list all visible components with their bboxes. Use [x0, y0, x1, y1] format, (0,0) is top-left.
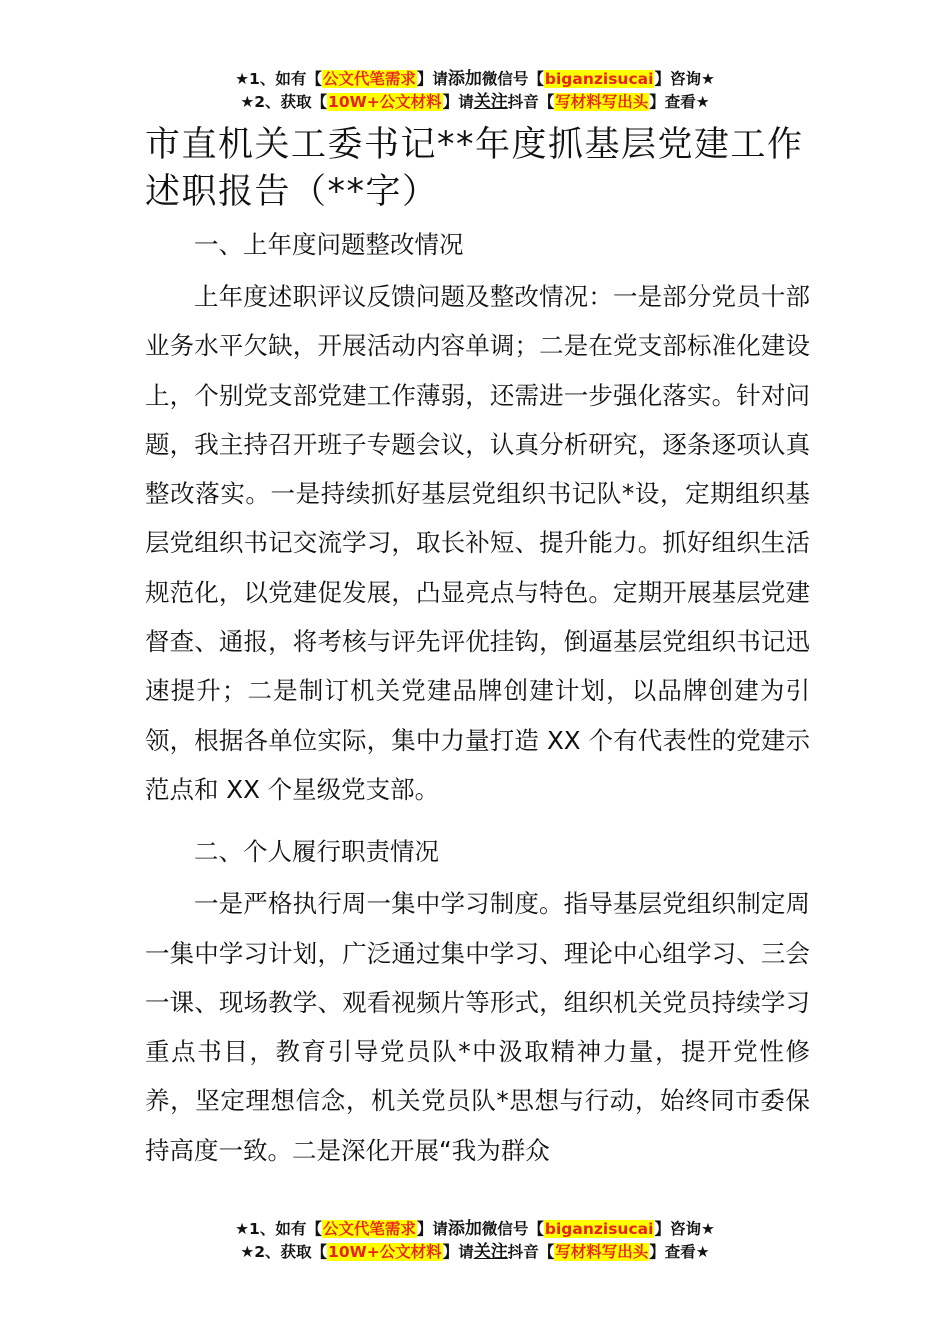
promo-text: 】咨询★	[654, 70, 715, 88]
promo-line-2	[0, 91, 950, 114]
promo-highlight: 公文代笔需求	[322, 70, 416, 88]
promo-highlight: 公文代笔需求	[322, 1220, 416, 1238]
promo-highlight-douyin: 写材料写出头	[555, 1243, 649, 1261]
promo-text: 】请	[442, 93, 474, 111]
promo-highlight: 10W+公文材料	[328, 1243, 442, 1261]
promo-emphasis: 添加	[447, 1219, 482, 1239]
promo-text: ★1、如有【	[235, 1220, 322, 1238]
promo-text: ★1、如有【	[235, 70, 322, 88]
promo-highlight-douyin: 写材料写出头	[555, 93, 649, 111]
promo-emphasis: 关注	[473, 1242, 508, 1262]
promo-text: ★2、获取【	[240, 93, 328, 111]
promo-line-2	[0, 1241, 950, 1264]
promo-text: 微信号【	[481, 70, 544, 88]
promo-line-1	[0, 68, 950, 91]
section-1-heading: 一、上年度问题整改情况	[194, 230, 464, 259]
document-body	[145, 122, 810, 1175]
promo-emphasis: 关注	[473, 92, 508, 112]
promo-text: 】咨询★	[654, 1220, 715, 1238]
promo-line-1	[0, 1218, 950, 1241]
promo-text: 】请	[442, 1243, 474, 1261]
promo-text: 】查看★	[649, 93, 710, 111]
promo-text: 】查看★	[649, 1243, 710, 1261]
section-1-paragraph: 上年度述职评议反馈问题及整改情况：一是部分党员十部业务水平欠缺，开展活动内容单调；二是在党支部标准化建设上，个别党支部党建工作薄弱，还需进一步强化落实。针对问题，我主持召开班子专题会议，认真分析研究，逐条逐项认真整改落实。一是持续抓好基层党组织书记队*设，定期组织基层党组织书记交流学习，取长补短、提升能力。抓好组织生活规范化，以党建促发展，凸显亮点与特色。定期开展基层党建督查、通报，将考核与评先评优挂钩，倒逼基层党组织书记迅速提升；二是制订机关党建品牌创建计划，以品牌创建为引领，根据各单位实际，集中力量打造 XX 个有代表性的党建示范点和 XX 个星级党支部。	[145, 282, 810, 804]
promo-highlight: 10W+公文材料	[328, 93, 442, 111]
promo-text: 抖音【	[507, 1243, 555, 1261]
promo-text: 】请	[416, 70, 448, 88]
promo-banner-top	[0, 68, 950, 114]
promo-highlight-wechat-id: biganzisucai	[544, 70, 654, 88]
document-title: 市直机关工委书记**年度抓基层党建工作述职报告（**字）	[145, 125, 804, 212]
promo-text: 抖音【	[507, 93, 555, 111]
promo-text: 微信号【	[481, 1220, 544, 1238]
promo-text: ★2、获取【	[240, 1243, 328, 1261]
promo-emphasis: 添加	[447, 69, 482, 89]
promo-banner-bottom	[0, 1218, 950, 1264]
section-2-heading: 二、个人履行职责情况	[194, 837, 439, 867]
paragraph-spacer	[145, 814, 810, 823]
promo-highlight-wechat-id: biganzisucai	[544, 1220, 654, 1238]
promo-text: 】请	[416, 1220, 448, 1238]
section-2-paragraph: 一是严格执行周一集中学习制度。指导基层党组织制定周一集中学习计划，广泛通过集中学习、理论中心组学习、三会一课、现场教学、观看视频片等形式，组织机关党员持续学习重点书目，教育引导党员队*中汲取精神力量，提开党性修养，坚定理想信念，机关党员队*思想与行动，始终同市委保持高度一致。二是深化开展“我为群众	[145, 889, 810, 1165]
